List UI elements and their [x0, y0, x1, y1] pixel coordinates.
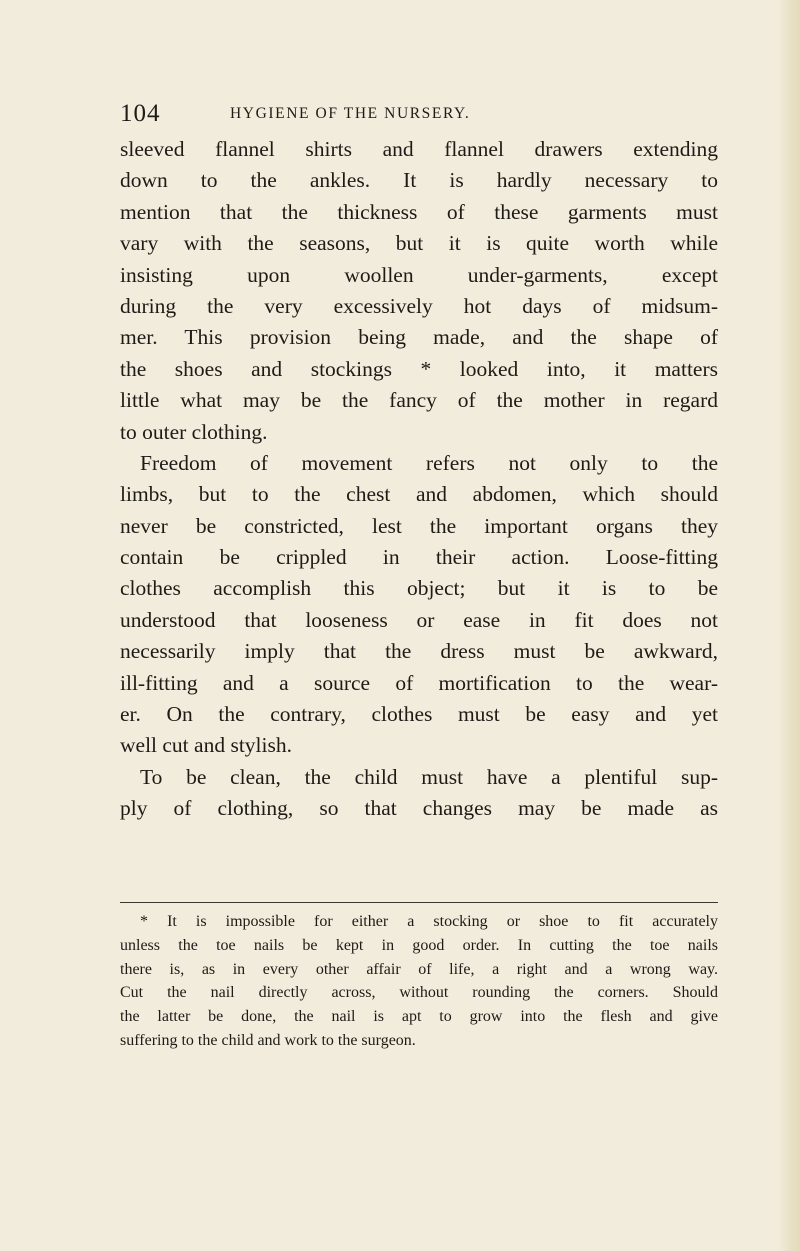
body-line: contain be crippled in their action. Loose-fitting — [120, 545, 718, 570]
body-line: the shoes and stockings * looked into, it matters — [120, 356, 718, 381]
footnote-line: unless the toe nails be kept in good order. In cutting the toe nails — [120, 936, 718, 954]
body-line: down to the ankles. It is hardly necessary to — [120, 168, 718, 193]
body-line: clothes accomplish this object; but it is to be — [120, 576, 718, 601]
page-header — [120, 100, 718, 134]
running-title: HYGIENE OF THE NURSERY. — [230, 105, 471, 122]
page-number: 104 — [120, 100, 161, 127]
body-line: well cut and stylish. — [120, 733, 292, 758]
footnote-line: there is, as in every other affair of life, a right and a wrong way. — [120, 960, 718, 978]
body-line: mer. This provision being made, and the shape of — [120, 325, 718, 350]
footnote-divider — [120, 902, 718, 903]
body-line: Freedom of movement refers not only to the — [140, 450, 718, 475]
body-line: little what may be the fancy of the mother in regard — [120, 388, 718, 413]
body-line: ill-fitting and a source of mortification to the wear- — [120, 670, 718, 695]
body-line: understood that looseness or ease in fit does not — [120, 607, 718, 632]
body-line: vary with the seasons, but it is quite worth while — [120, 231, 718, 256]
footnote-line: Cut the nail directly across, without rounding the corners. Should — [120, 984, 718, 1002]
body-line: during the very excessively hot days of midsum- — [120, 293, 718, 318]
footnote-line: suffering to the child and work to the surgeon. — [120, 1031, 416, 1049]
body-line: er. On the contrary, clothes must be easy and yet — [120, 702, 718, 727]
body-line: necessarily imply that the dress must be awkward, — [120, 639, 718, 664]
footnote — [120, 910, 718, 1053]
body-line: never be constricted, lest the important organs they — [120, 513, 718, 538]
body-line: To be clean, the child must have a plentiful sup- — [140, 764, 718, 789]
body-line: insisting upon woollen under-garments, except — [120, 262, 718, 287]
body-line: to outer clothing. — [120, 419, 268, 444]
body-line: limbs, but to the chest and abdomen, which should — [120, 482, 718, 507]
body-line: sleeved flannel shirts and flannel drawers extending — [120, 137, 718, 161]
body-text — [120, 134, 718, 825]
body-line: mention that the thickness of these garments must — [120, 199, 718, 224]
footnote-line: the latter be done, the nail is apt to grow into the flesh and give — [120, 1008, 718, 1026]
body-line: ply of clothing, so that changes may be made as — [120, 796, 718, 821]
page-edge-shadow — [778, 0, 800, 1251]
footnote-line: * It is impossible for either a stocking or shoe to fit accurately — [140, 913, 718, 930]
